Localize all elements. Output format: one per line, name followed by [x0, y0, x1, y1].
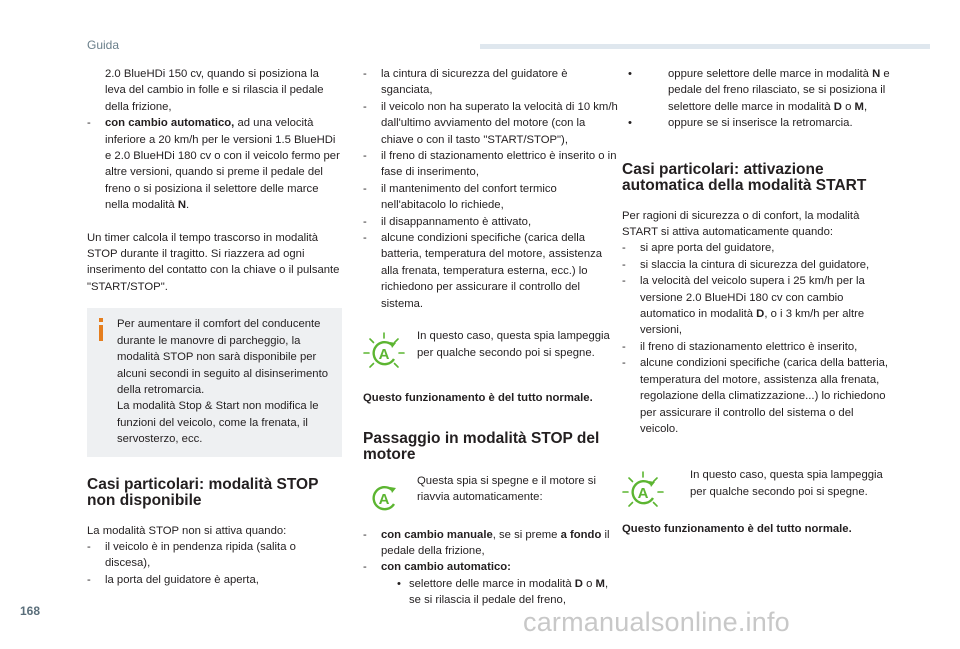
- text-span: ad una velocità inferiore a 20 km/h per le versioni 1.5 BlueHDi e 2.0 BlueHDi 180 cv o con il veicolo fermo per altre versioni, quando si preme il pedale del freno o si posiziona il selettore delle marce nella modalità: [105, 117, 340, 212]
- text-span: oppure selettore delle marce in modalità: [668, 68, 873, 80]
- text-span: ,: [863, 100, 868, 113]
- auto-start-warning-icon: [363, 332, 405, 374]
- list-item: - il veicolo è in pendenza ripida (salita o discesa),: [87, 539, 342, 572]
- text-span: , o i 3 km/h per altre versioni,: [640, 308, 865, 337]
- list-item: - alcune condizioni specifiche (carica della batteria, temperatura del motore, assistenza alla frenata, regolazione della climatizzazione...) lo richiedono per assicurare il controllo del sistema o del veicolo.: [622, 355, 890, 437]
- text-span: , se si rilascia il pedale del freno,: [409, 577, 609, 607]
- text-span: , se si preme: [492, 528, 561, 541]
- bold-label: con cambio automatico:: [381, 561, 511, 574]
- column-3: [622, 66, 890, 538]
- auto-start-icon: [363, 477, 405, 519]
- warning-block: [363, 473, 618, 527]
- list-item: [622, 273, 890, 339]
- svg-text:A: A: [378, 346, 390, 364]
- info-icon: [95, 318, 106, 344]
- list-item: - il freno di stazionamento elettrico è inserito,: [622, 339, 890, 355]
- column-2: [363, 66, 618, 609]
- bullet-item: [363, 576, 618, 609]
- section-heading: Casi particolari: attivazione automatica della modalità START: [622, 160, 867, 194]
- bold-label: con cambio manuale: [381, 528, 493, 541]
- list-item: - si apre porta del guidatore,: [622, 240, 890, 256]
- column-1: [87, 66, 342, 588]
- bold-label: con cambio automatico,: [105, 117, 235, 130]
- list-item-auto-gearbox: [87, 115, 342, 213]
- intro-text: La modalità STOP non si attiva quando:: [87, 524, 287, 537]
- list-item: - alcune condizioni specifiche (carica della batteria, temperatura del motore, assistenza alla frenata, temperatura esterna, ecc.) lo richiedono per assicurare il controllo del sistema.: [363, 230, 618, 312]
- text-span: la velocità del veicolo supera i 25 km/h per la versione 2.0 BlueHDi 180 cv con cambio automatico in modalità: [640, 275, 865, 321]
- bullet-item: • oppure se si inserisce la retromarcia.: [622, 115, 890, 131]
- warning-text: In questo caso, questa spia lampeggia per qualche secondo poi si spegne.: [690, 469, 883, 498]
- bold-mode: D: [833, 100, 842, 113]
- header-bar: [480, 44, 930, 49]
- intro-text: Per ragioni di sicurezza o di confort, la modalità START si attiva automaticamente quando:: [622, 209, 860, 239]
- text-span: selettore delle marce in modalità: [409, 577, 575, 590]
- section-heading: Passaggio in modalità STOP del motore: [363, 429, 600, 463]
- list-item: - la porta del guidatore è aperta,: [87, 572, 342, 588]
- normal-note: Questo funzionamento è del tutto normale.: [622, 523, 852, 536]
- paragraph-continuation: 2.0 BlueHDi 150 cv, quando si posiziona la leva del cambio in folle e si rilascia il pedale della frizione,: [105, 68, 324, 113]
- text-span: il pedale della frizione,: [381, 528, 610, 557]
- info-text-1: Per aumentare il comfort del conducente durante le manovre di parcheggio, la modalità STOP non sarà disponibile per alcuni secondi in seguito al disinserimento della retromarcia.: [117, 318, 328, 396]
- text-span: o: [841, 100, 855, 113]
- list-item: - il mantenimento del confort termico nell'abitacolo lo richiede,: [363, 181, 618, 214]
- bold-text: a fondo: [560, 528, 602, 541]
- auto-start-warning-icon: [622, 471, 664, 513]
- bold-mode: M: [595, 577, 605, 590]
- info-text-2: La modalità Stop & Start non modifica le funzioni del veicolo, come la frenata, il servosterzo, ecc.: [117, 400, 319, 446]
- timer-paragraph: Un timer calcola il tempo trascorso in modalità STOP durante il tragitto. Si riazzera ad ogni inserimento del contatto con la chiave o il pulsante "START/STOP".: [87, 231, 340, 293]
- list-item-manual: [363, 527, 618, 560]
- warning-block: [363, 328, 618, 382]
- info-box: [87, 308, 342, 456]
- warning-text: Questa spia si spegne e il motore si riavvia automaticamente:: [417, 474, 596, 503]
- bullet-item: [622, 66, 890, 115]
- bold-mode: D: [574, 577, 583, 590]
- section-header: Guida: [87, 38, 120, 52]
- text-span: e pedale del freno rilasciato, se si posiziona il selettore delle marce in modalità: [668, 68, 890, 113]
- bold-mode: N: [177, 199, 187, 212]
- list-item: - il freno di stazionamento elettrico è inserito o in fase di inserimento,: [363, 148, 618, 181]
- list-item: - si slaccia la cintura di sicurezza del guidatore,: [622, 257, 890, 273]
- svg-text:A: A: [378, 490, 390, 508]
- warning-block: [622, 467, 890, 521]
- bold-mode: D: [756, 308, 765, 321]
- warning-text: In questo caso, questa spia lampeggia per qualche secondo poi si spegne.: [417, 330, 610, 359]
- normal-note: Questo funzionamento è del tutto normale.: [363, 392, 593, 405]
- svg-text:A: A: [637, 485, 649, 503]
- section-heading: Casi particolari: modalità STOP non disponibile: [87, 475, 319, 509]
- page-number: 168: [20, 604, 41, 618]
- list-item: - il disappannamento è attivato,: [363, 214, 618, 230]
- bold-mode: M: [854, 100, 864, 113]
- text-span: .: [186, 199, 190, 212]
- list-item: - il veicolo non ha superato la velocità di 10 km/h dall'ultimo avviamento del motore (con la chiave o con il tasto "START/STOP"),: [363, 99, 618, 148]
- bold-mode: N: [872, 68, 881, 80]
- watermark: carmanualsonline.info: [523, 607, 790, 637]
- list-item-auto: [363, 559, 618, 575]
- text-span: o: [582, 577, 596, 590]
- list-item: - la cintura di sicurezza del guidatore è sganciata,: [363, 66, 618, 99]
